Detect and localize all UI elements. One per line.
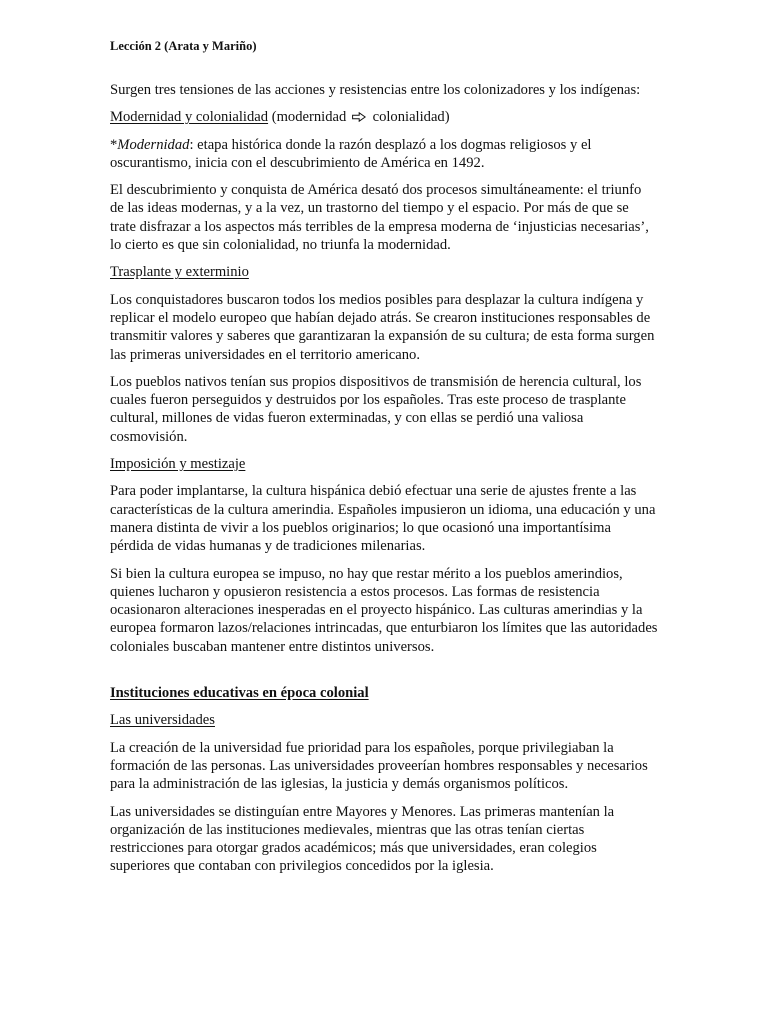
universidades-paragraph-2: Las universidades se distinguían entre Mayores y Menores. Las primeras mantenían la organización de las instituciones medievales, mientras que las otras tenían ciertas restricciones para otorgar grados académicos; más que universidades, eran colegios superiores que contaban con privilegios concedidos por la iglesia. bbox=[110, 803, 615, 875]
definition-star: * bbox=[110, 136, 118, 153]
universidades-paragraph-1: La creación de la universidad fue prioridad para los españoles, porque privilegiaban la formación de las personas. Las universidades proveerían hombres responsables y necesarios para la administración de las iglesias, la justicia y demás organismos políticos. bbox=[110, 739, 648, 793]
section-modernidad-heading-line bbox=[110, 108, 658, 126]
imposicion-paragraph-1: Para poder implantarse, la cultura hispánica debió efectuar una serie de ajustes frente a las características de la cultura amerindia. Españoles impusieron un idioma, una educación y una manera distinta de vivir a los pueblos originarios; lo que ocasionó una importantísima pérdida de vidas humanas y de tradiciones milenarias. bbox=[110, 483, 656, 555]
section-heading-imposicion bbox=[110, 455, 658, 473]
document-header: Lección 2 (Arata y Mariño) bbox=[110, 39, 257, 53]
intro-paragraph: Surgen tres tensiones de las acciones y resistencias entre los colonizadores y los indígenas: bbox=[110, 82, 641, 98]
heading-paren-close: colonialidad) bbox=[368, 109, 450, 126]
definition-term: Modernidad bbox=[117, 136, 190, 153]
modernidad-definition bbox=[110, 136, 658, 173]
trasplante-paragraph-2: Los pueblos nativos tenían sus propios dispositivos de transmisión de herencia cultural, los cuales fueron perseguidos y destruidos por los españoles. Tras este proceso de trasplante cultural, millones de vidas fueron exterminadas, y con ellas se perdió una valiosa cosmovisión. bbox=[110, 373, 642, 445]
trasplante-paragraph-1: Los conquistadores buscaron todos los medios posibles para desplazar la cultura indígena y replicar el modelo europeo que habían dejado atrás. Se crearon instituciones responsables de transmitir valores y saberes que garantizaran la expansión de su cultura; de esta forma surgen las primeras universidades en el territorio americano. bbox=[110, 291, 655, 363]
imposicion-paragraph-2: Si bien la cultura europea se impuso, no hay que restar mérito a los pueblos amerindios, quienes lucharon y opusieron resistencia a estos procesos. Las formas de resistencia ocasionaron alteraciones inesperadas en el proyecto hispánico. Las culturas amerindias y la europea formaron lazos/relaciones intrincadas, que enturbiaron los límites que las autoridades coloniales buscaban mantener entre distintos universos. bbox=[110, 565, 658, 655]
outline-right-arrow-icon bbox=[352, 112, 366, 122]
section-heading-instituciones-text: Instituciones educativas en época colonial bbox=[110, 685, 369, 702]
subheading-universidades bbox=[110, 711, 658, 729]
section-heading-modernidad: Modernidad y colonialidad bbox=[110, 109, 269, 126]
document-page bbox=[110, 38, 658, 885]
modernidad-paragraph: El descubrimiento y conquista de América desató dos procesos simultáneamente: el triunfo de las ideas modernas, y a la vez, un trastorno del tiempo y el espacio. Por más de que se trate disfrazar a los aspectos más terribles de la empresa moderna de ‘injusticias necesarias’, lo cierto es que sin colonialidad, no triunfa la modernidad. bbox=[110, 182, 649, 254]
section-heading-trasplante bbox=[110, 263, 658, 281]
definition-text: : etapa histórica donde la razón desplazó a los dogmas religiosos y el oscurantismo, inicia con el descubrimiento de América en 1492. bbox=[110, 136, 592, 171]
subheading-universidades-text: Las universidades bbox=[110, 712, 215, 729]
heading-paren-open: (modernidad bbox=[268, 109, 350, 126]
section-heading-imposicion-text: Imposición y mestizaje bbox=[110, 456, 246, 473]
section-heading-trasplante-text: Trasplante y exterminio bbox=[110, 264, 249, 281]
section-heading-instituciones bbox=[110, 684, 658, 702]
